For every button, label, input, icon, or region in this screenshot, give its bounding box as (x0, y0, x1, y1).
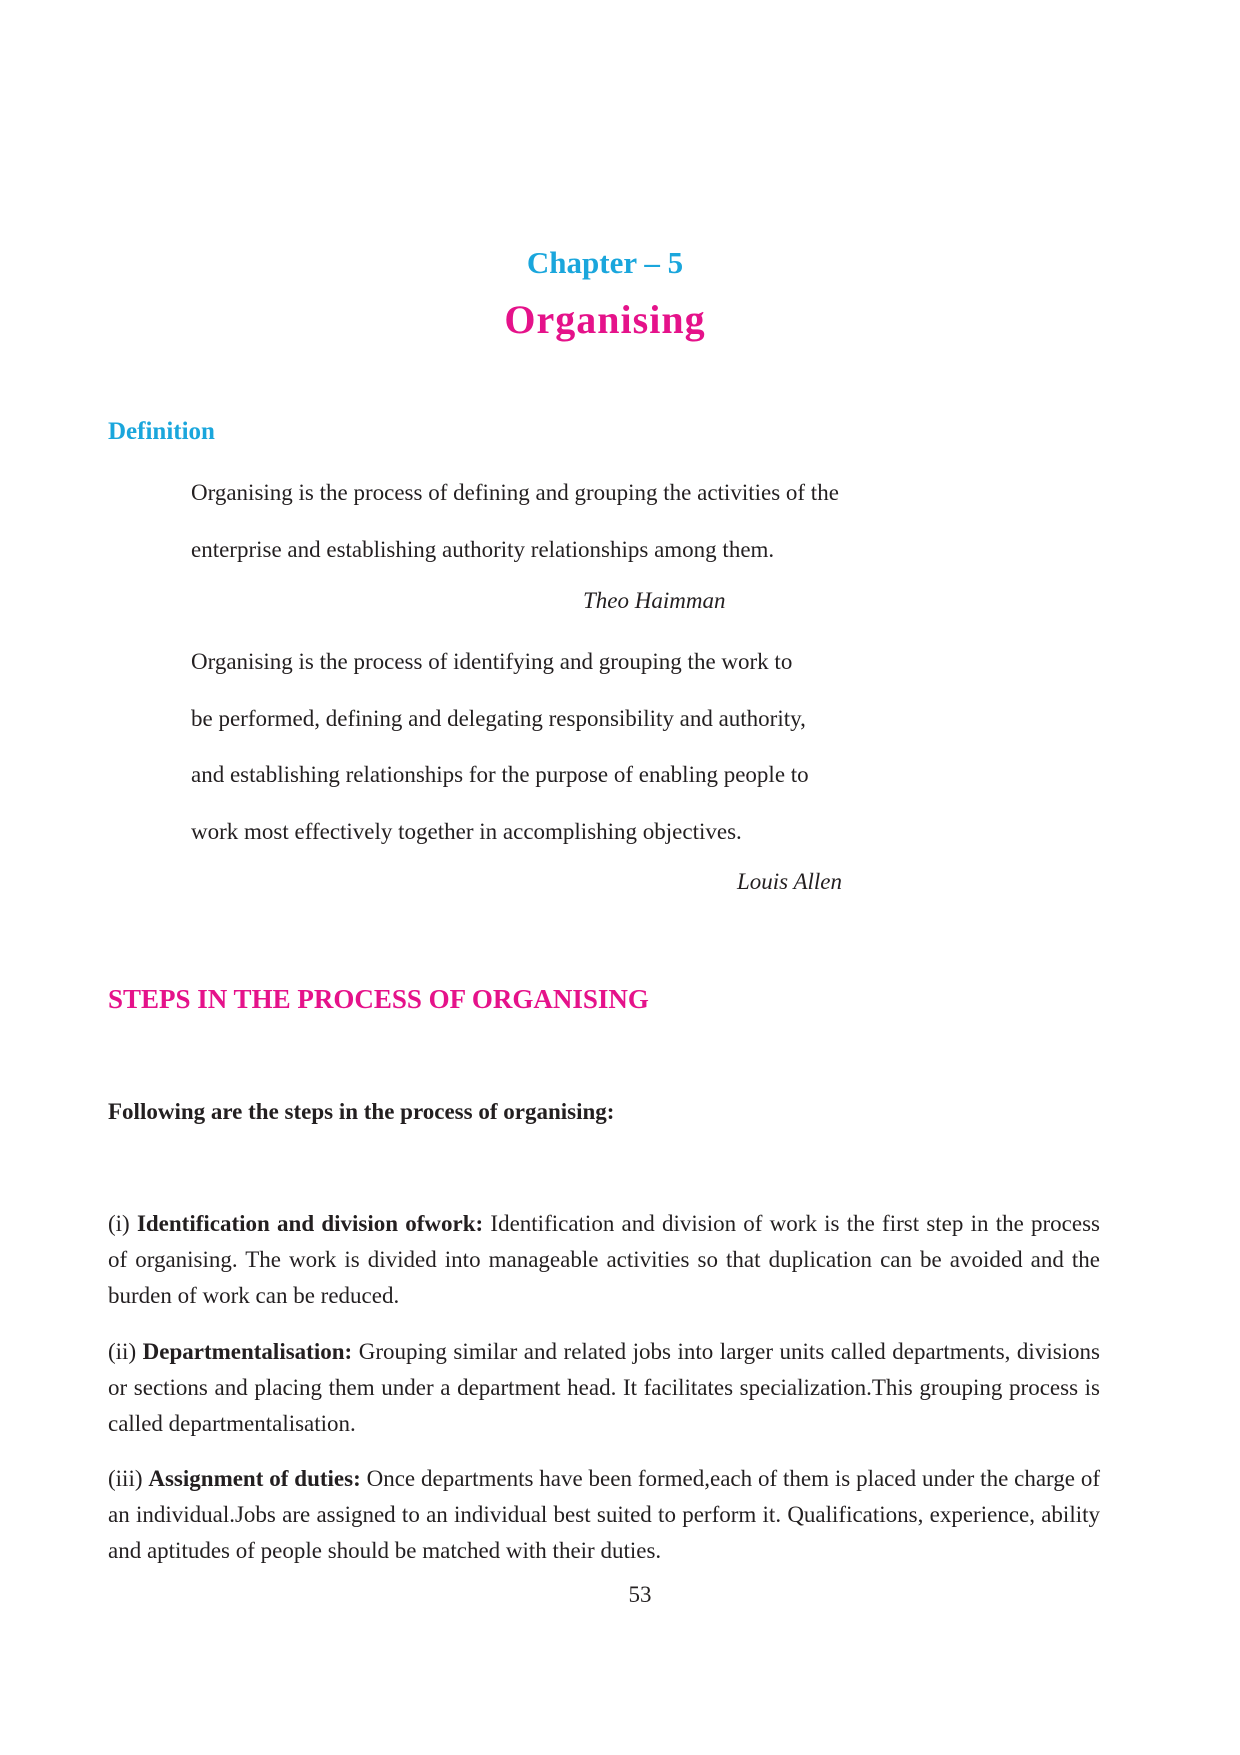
step-text: Identification and division of work is the first step in the process of organising. The work is divided into manageable activities so that duplication can be avoided and the burden of work can be reduced. (108, 1211, 1100, 1308)
step-text: Grouping similar and related jobs into larger units called departments, divisions or sections and placing them under a department head. It facilitates specialization.This grouping process is called departmentalisation. (108, 1339, 1100, 1436)
step-number: (i) (108, 1211, 130, 1236)
definition-quote-2 (191, 634, 951, 860)
step-item-3 (108, 1461, 1100, 1569)
definition-quote-1 (191, 465, 951, 578)
quote-line: Organising is the process of identifying and grouping the work to (191, 649, 793, 674)
quote-author-1: Theo Haimman (583, 588, 726, 613)
definition-heading: Definition (108, 418, 215, 445)
quote-line: be performed, defining and delegating responsibility and authority, (191, 705, 806, 731)
quote-line: Organising is the process of defining and grouping the activities of the (191, 480, 839, 505)
step-text: Once departments have been formed,each of them is placed under the charge of an individual.Jobs are assigned to an individual best suited to perform it. Qualifications, experience, ability and aptitudes of people should be matched with their duties. (108, 1466, 1101, 1563)
quote-line: and establishing relationships for the purpose of enabling people to (191, 762, 809, 787)
quote-line: enterprise and establishing authority relationships among them. (191, 536, 775, 562)
quote-line: work most effectively together in accomplishing objectives. (191, 818, 742, 844)
chapter-title: Organising (504, 297, 706, 342)
step-term: Departmentalisation: (142, 1339, 353, 1364)
chapter-label: Chapter – 5 (526, 245, 684, 280)
page-number: 53 (628, 1582, 652, 1607)
step-item-1 (108, 1206, 1100, 1314)
step-item-2 (108, 1334, 1100, 1442)
step-term: Assignment of duties: (148, 1466, 361, 1491)
quote-author-2: Louis Allen (737, 869, 843, 894)
step-number: (ii) (108, 1339, 137, 1364)
steps-intro: Following are the steps in the process of organising: (108, 1099, 615, 1124)
step-number: (iii) (108, 1466, 143, 1491)
step-term: Identification and division ofwork: (136, 1211, 484, 1236)
steps-section-heading: STEPS IN THE PROCESS OF ORGANISING (108, 984, 649, 1014)
